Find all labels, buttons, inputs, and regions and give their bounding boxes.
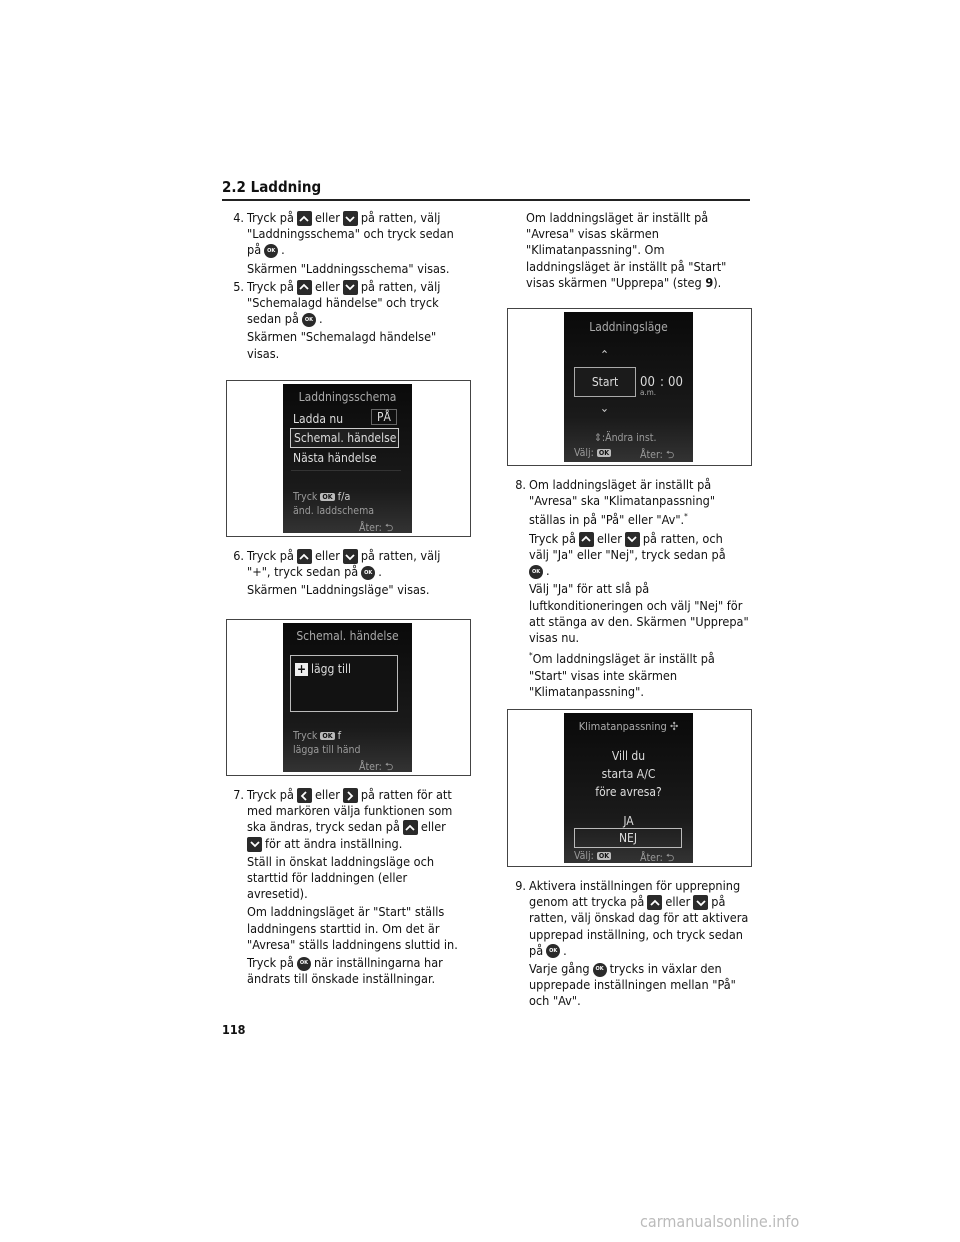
text: att stänga av den. Skärmen "Upprepa" [529, 613, 749, 629]
back-arrow-icon: ⮌ [665, 449, 675, 461]
menu-item-nasta-handelse: Nästa händelse [293, 451, 377, 465]
text: eller [314, 548, 340, 563]
text: laddningens starttid in. Om det är [247, 920, 440, 936]
step-6 [222, 548, 472, 601]
back-arrow-icon: ⮌ [665, 852, 675, 864]
chevron-down-icon: ⌃ [600, 400, 610, 414]
screen-laddningslage [564, 312, 693, 462]
left-column-3 [222, 787, 472, 989]
step-result: Skärmen "Laddningsschema" visas. [247, 260, 450, 276]
text: eller [314, 210, 340, 225]
text: för att ändra inställning. [265, 835, 403, 851]
step-number: 7. [233, 787, 244, 802]
ok-button-icon: OK [593, 963, 607, 977]
text: på [247, 242, 262, 258]
ok-button-icon: OK [322, 732, 333, 740]
text: Tryck på [247, 278, 294, 294]
text: "Klimatanpassning". [529, 683, 644, 699]
chevron-up-icon [297, 280, 312, 295]
chevron-left-icon [297, 788, 312, 803]
question-line: starta A/C [601, 767, 656, 781]
text: på ratten för att [360, 787, 452, 802]
menu-item-schemal-handelse: Schemal. händelse [290, 428, 399, 448]
text: Tryck på [247, 955, 294, 971]
text: på [711, 894, 726, 910]
text: laddningsläget är inställt på "Start" [526, 258, 727, 274]
chevron-up-icon [297, 549, 312, 564]
text: på ratten, välj [360, 278, 441, 294]
ok-button-icon: OK [297, 957, 311, 971]
chevron-down-icon [343, 549, 358, 564]
step-number: 8. [515, 477, 526, 492]
text: . [546, 563, 550, 579]
text: ställas in på "På" eller "Av". [529, 512, 685, 528]
text: Om laddningsläget är inställt på [529, 477, 712, 492]
text: "Klimatanpassning". Om [526, 242, 665, 258]
hint-text: änd. laddschema [293, 505, 375, 517]
screen-frame-klimatanpassning [507, 709, 752, 867]
text: ändrats till önskade inställningar. [247, 971, 436, 987]
text: Om laddningsläget är inställt på [532, 651, 715, 667]
text: Tryck på [529, 530, 576, 546]
text: sedan på [247, 311, 299, 327]
step-5 [222, 279, 472, 364]
text: när inställningarna har [313, 955, 443, 971]
ok-button-icon: OK [264, 244, 278, 258]
text: och "Av". [529, 993, 581, 1009]
back-label: Åter: [359, 522, 382, 534]
text: ska ändras, tryck sedan på [247, 819, 400, 835]
text: Om laddningsläget är inställt på [526, 210, 709, 225]
footnote-mark: * [529, 651, 533, 661]
step-ref: 9 [705, 274, 714, 290]
text: på ratten, välj [360, 548, 441, 563]
page-number: 118 [222, 1022, 246, 1037]
left-column [222, 210, 472, 364]
hint-text: Tryck [293, 491, 318, 503]
chevron-down-icon [343, 280, 358, 295]
step-7 [222, 787, 472, 989]
text: "Avresa" ska "Klimatanpassning" [529, 493, 716, 509]
text: på ratten, välj [360, 210, 441, 225]
fan-icon: ✣ [670, 720, 679, 733]
text: ratten, välj önskad dag för att aktivera [529, 910, 749, 926]
watermark: carmanualsonline.info [640, 1212, 800, 1231]
text: Välj "Ja" för att slå på [529, 581, 650, 597]
screen-header: Laddningsläge [589, 320, 668, 334]
select-label: Välj: [574, 447, 594, 459]
chevron-down-icon [247, 837, 262, 852]
text: . [318, 311, 323, 327]
step-number: 5. [233, 278, 244, 294]
divider [291, 470, 401, 471]
text: Tryck på [247, 548, 294, 563]
option-yes: JA [623, 814, 634, 828]
screen-frame-laddningslage [507, 308, 752, 466]
ok-button-icon: OK [598, 449, 610, 457]
right-intro [526, 210, 754, 293]
back-label: Åter: [640, 852, 663, 864]
hint-text: f [337, 729, 342, 742]
back-label: Åter: [359, 761, 382, 773]
right-column-2 [504, 878, 754, 1012]
text: "+", tryck sedan på [247, 564, 359, 580]
ok-button-icon: OK [302, 313, 316, 327]
hint-text: f/a [337, 490, 351, 503]
text: luftkonditioneringen och välj "Nej" för [529, 597, 743, 613]
text: eller [314, 278, 340, 294]
menu-item-ladda-nu: Ladda nu [293, 412, 344, 426]
text: på ratten, och [642, 530, 723, 546]
up-down-icon: ⇕ [594, 432, 602, 444]
text: Varje gång [529, 961, 590, 977]
step-number: 6. [233, 548, 244, 563]
minute-value: 00 [668, 375, 683, 390]
back-label: Åter: [640, 449, 663, 461]
screen-header: Schemal. händelse [296, 629, 399, 643]
hour-value: 00 [640, 375, 655, 390]
screen-header: Laddningsschema [298, 390, 397, 404]
ampm-label: a.m. [640, 388, 656, 397]
screen-header: Klimatanpassning [578, 720, 667, 733]
add-label: lägg till [311, 662, 351, 676]
text: . [378, 564, 382, 580]
ok-button-icon: OK [322, 493, 333, 501]
text: . [563, 942, 567, 958]
question-line: före avresa? [595, 785, 662, 799]
text: "Avresa" visas skärmen [526, 226, 659, 242]
ok-button-icon: OK [361, 566, 375, 580]
step-number: 9. [515, 878, 526, 893]
chevron-down-icon [625, 532, 640, 547]
section-title: 2.2 Laddning [222, 178, 322, 196]
text: eller [420, 819, 446, 835]
chevron-down-icon [693, 895, 708, 910]
text: "Schemalagd händelse" och tryck [247, 295, 439, 311]
chevron-right-icon [343, 788, 358, 803]
text: "Start" visas inte skärmen [529, 667, 678, 683]
text: visas. [247, 345, 280, 361]
step-8 [504, 477, 754, 702]
text: starttid för laddningen (eller [247, 870, 408, 886]
screen-frame-laddningsschema [226, 380, 471, 537]
select-label: Välj: [574, 850, 594, 862]
plus-icon: + [296, 662, 307, 676]
chevron-up-icon [647, 895, 662, 910]
hint-text: :Ändra inst. [601, 432, 657, 444]
back-arrow-icon: ⮌ [384, 761, 394, 773]
chevron-down-icon [343, 211, 358, 226]
text: Skärmen "Schemalagd händelse" [247, 329, 437, 345]
time-separator: : [660, 375, 664, 390]
step-9 [504, 878, 754, 1012]
text: med markören välja funktionen som [247, 803, 453, 819]
chevron-up-icon [579, 532, 594, 547]
text: genom att trycka på [529, 894, 645, 910]
text: upprepade inställningen mellan "På" [529, 977, 736, 993]
hint-text: Tryck [293, 730, 318, 742]
option-no: NEJ [574, 828, 682, 848]
ok-button-icon: OK [529, 565, 543, 579]
text: eller [596, 530, 622, 546]
text: upprepad inställning, och tryck sedan [529, 926, 743, 942]
hint-text: lägga till händ [293, 744, 361, 756]
text: "Avresa" ställs laddningens sluttid in. [247, 936, 458, 952]
text: avresetid). [247, 886, 308, 902]
status-badge: PÅ [371, 409, 397, 425]
step-number: 4. [233, 210, 244, 225]
text: välj "Ja" eller "Nej", tryck sedan på [529, 547, 726, 562]
right-column [504, 477, 754, 702]
text: Ställ in önskat laddningsläge och [247, 853, 435, 869]
screen-laddningsschema [283, 384, 412, 533]
footnote-mark: * [684, 512, 688, 522]
ok-button-icon: OK [546, 944, 560, 958]
question-line: Vill du [611, 749, 646, 763]
text: Tryck på [247, 210, 294, 225]
text: trycks in växlar den [609, 961, 722, 977]
step-result: Skärmen "Laddningsläge" visas. [247, 582, 430, 598]
text: visas nu. [529, 630, 580, 646]
back-arrow-icon: ⮌ [384, 522, 394, 534]
text: "Laddningsschema" och tryck sedan [247, 226, 454, 242]
screen-schemal-handelse [283, 623, 412, 772]
chevron-up-icon: ⌃ [600, 348, 610, 362]
screen-frame-schemal-handelse [226, 619, 471, 776]
text: Aktivera inställningen för upprepning [529, 878, 741, 893]
text: Tryck på [247, 787, 294, 802]
text: ). [713, 274, 722, 290]
ok-button-icon: OK [598, 852, 610, 860]
screen-klimatanpassning [564, 713, 693, 863]
left-column-2 [222, 548, 472, 601]
step-4 [222, 210, 472, 279]
text: visas skärmen "Upprepa" (steg [526, 274, 706, 290]
text: eller [665, 894, 691, 910]
text: Om laddningsläget är "Start" ställs [247, 904, 445, 920]
add-event-box [290, 655, 398, 712]
mode-selector: Start [574, 367, 636, 397]
text: på [529, 942, 544, 958]
section-divider [222, 199, 750, 201]
chevron-up-icon [297, 211, 312, 226]
chevron-up-icon [403, 820, 418, 835]
text: eller [314, 787, 340, 802]
text: . [281, 242, 285, 258]
